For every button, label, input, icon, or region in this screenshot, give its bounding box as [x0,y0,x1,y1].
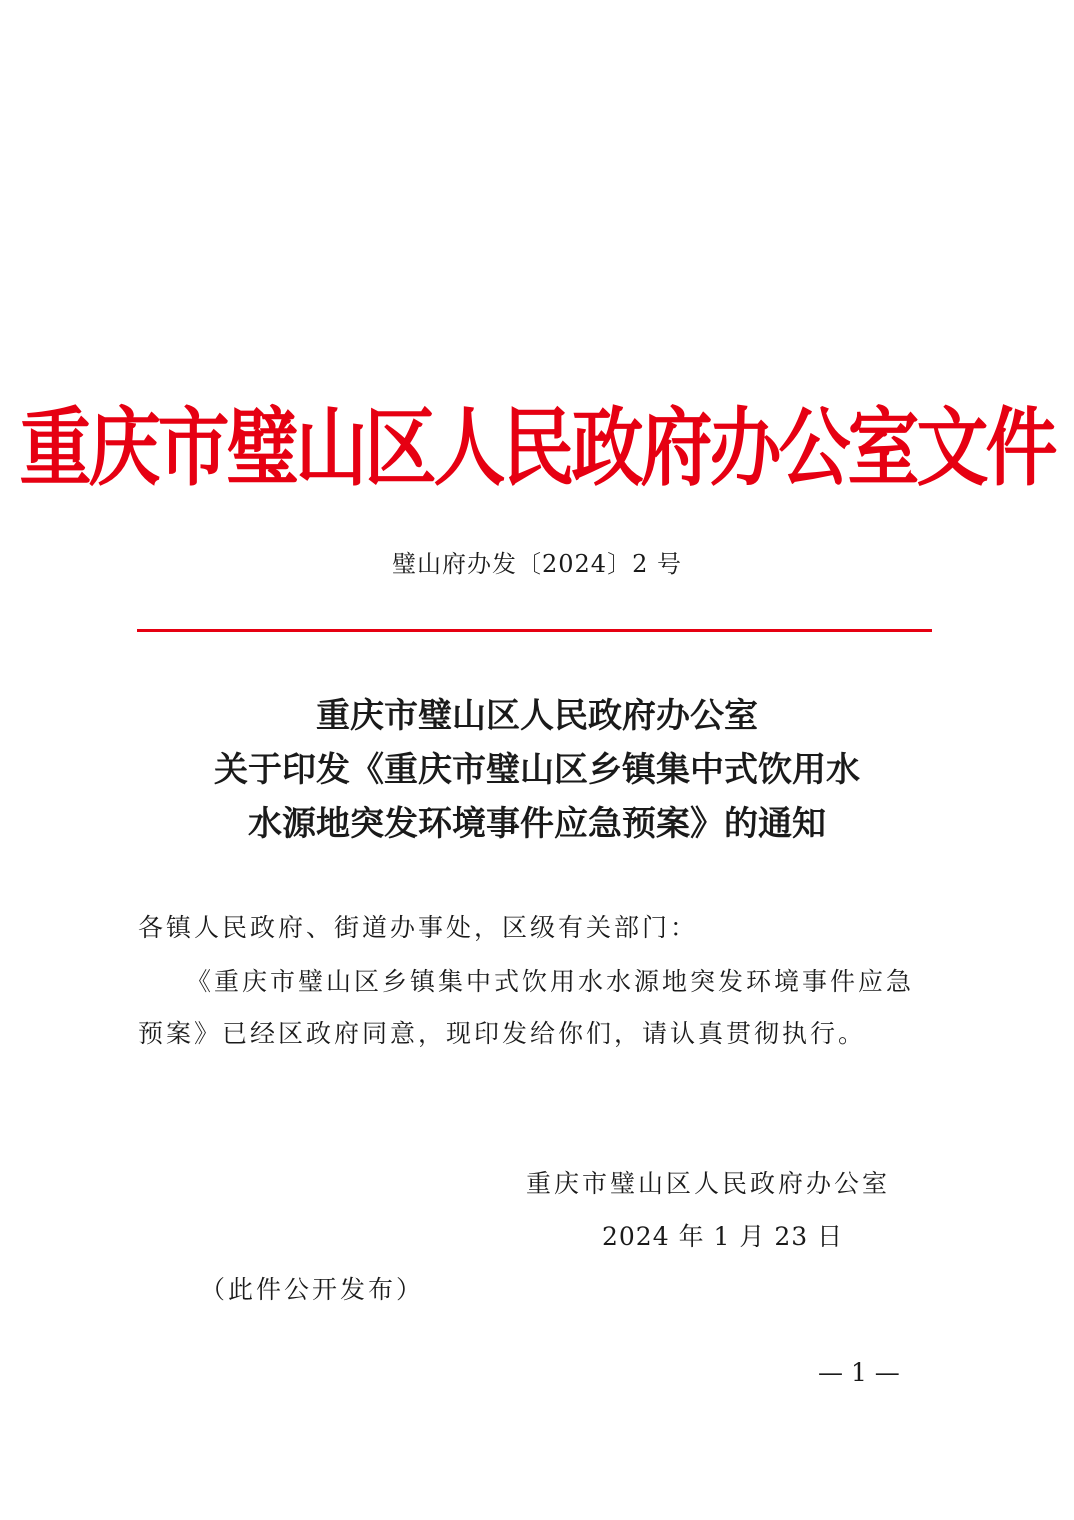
title-line-2: 关于印发《重庆市璧山区乡镇集中式饮用水 [214,750,860,790]
page-number: — 1 — [818,1358,900,1387]
red-separator-line [137,629,932,632]
body-paragraph-line-2: 预案》已经区政府同意，现印发给你们，请认真贯彻执行。 [138,1019,867,1048]
document-title [0,689,1074,851]
salutation: 各镇人民政府、街道办事处，区级有关部门： [138,913,699,942]
title-line-1: 重庆市璧山区人民政府办公室 [316,696,758,736]
body-paragraph-line-1: 《重庆市璧山区乡镇集中式饮用水水源地突发环境事件应急 [186,967,915,996]
issue-date: 2024 年 1 月 23 日 [602,1222,844,1251]
issuer-signature: 重庆市璧山区人民政府办公室 [526,1169,891,1198]
title-line-3: 水源地突发环境事件应急预案》的通知 [248,804,826,844]
document-number: 璧山府办发〔2024〕2 号 [392,550,682,578]
issuer-masthead: 重庆市璧山区人民政府办公室文件 [19,398,1055,498]
public-release-note: （此件公开发布） [200,1275,425,1304]
